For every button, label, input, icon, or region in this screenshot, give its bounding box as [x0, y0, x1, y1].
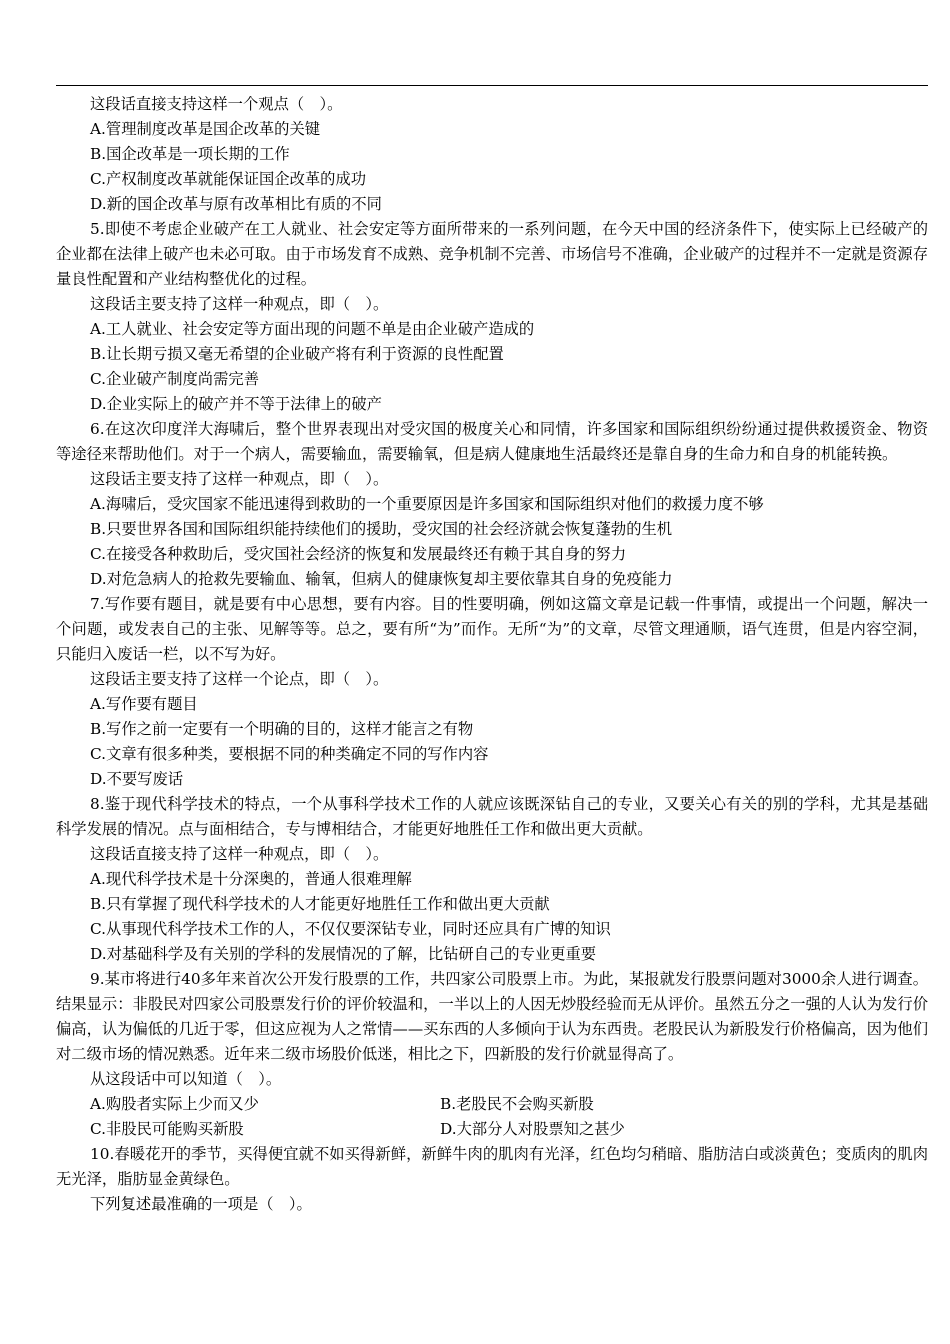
- q7-passage: 7.写作要有题目，就是要有中心思想，要有内容。目的性要明确，例如这篇文章是记载一件事情，或提出一个问题，解决一个问题，或发表自己的主张、见解等等。总之，要有所“为”而作。无所“为”的文章，尽管文理通顺，语气连贯，但是内容空洞，只能归入废话一栏，以不写为好。: [56, 595, 928, 663]
- q8-stem: 这段话直接支持了这样一种观点，即（ ）。: [90, 845, 389, 863]
- q9-option-c: C.非股民可能购买新股: [90, 1120, 244, 1138]
- q4-option-b: B.国企改革是一项长期的工作: [90, 145, 290, 163]
- q6-option-c: C.在接受各种救助后，受灾国社会经济的恢复和发展最终还有赖于其自身的努力: [90, 545, 627, 563]
- q7-option-d: D.不要写废话: [90, 770, 184, 788]
- q9-option-a: A.购股者实际上少而又少: [90, 1095, 259, 1113]
- q7-option-b: B.写作之前一定要有一个明确的目的，这样才能言之有物: [90, 720, 474, 738]
- q4-stem: 这段话直接支持这样一个观点（ ）。: [90, 95, 343, 113]
- q6-option-a: A.海啸后，受灾国家不能迅速得到救助的一个重要原因是许多国家和国际组织对他们的救援力度不够: [90, 495, 764, 513]
- q7-option-a: A.写作要有题目: [90, 695, 198, 713]
- q4-option-d: D.新的国企改革与原有改革相比有质的不同: [90, 195, 382, 213]
- q8-option-d: D.对基础科学及有关别的学科的发展情况的了解，比钻研自己的专业更重要: [90, 945, 597, 963]
- q5-option-d: D.企业实际上的破产并不等于法律上的破产: [90, 395, 382, 413]
- q5-option-a: A.工人就业、社会安定等方面出现的问题不单是由企业破产造成的: [90, 320, 535, 338]
- q8-option-b: B.只有掌握了现代科学技术的人才能更好地胜任工作和做出更大贡献: [90, 895, 550, 913]
- q9-option-d: D.大部分人对股票知之甚少: [440, 1120, 625, 1138]
- q4-option-a: A.管理制度改革是国企改革的关键: [90, 120, 321, 138]
- q5-option-b: B.让长期亏损又毫无希望的企业破产将有利于资源的良性配置: [90, 345, 504, 363]
- q8-option-a: A.现代科学技术是十分深奥的，普通人很难理解: [90, 870, 412, 888]
- question-list: [56, 92, 928, 1217]
- q10-stem: 下列复述最准确的一项是（ ）。: [90, 1195, 312, 1213]
- q10-passage: 10.春暖花开的季节，买得便宜就不如买得新鲜，新鲜牛肉的肌肉有光泽，红色均匀稍暗、脂肪洁白或淡黄色；变质肉的肌肉无光泽，脂肪显金黄绿色。: [56, 1145, 928, 1188]
- q5-stem: 这段话主要支持了这样一种观点，即（ ）。: [90, 295, 389, 313]
- q6-passage: 6.在这次印度洋大海啸后，整个世界表现出对受灾国的极度关心和同情，许多国家和国际组织纷纷通过提供救援资金、物资等途径来帮助他们。对于一个病人，需要输血，需要输氧，但是病人健康地生活最终还是靠自身的生命力和自身的机能转换。: [56, 420, 928, 463]
- q5-passage: 5.即使不考虑企业破产在工人就业、社会安定等方面所带来的一系列问题，在今天中国的经济条件下，使实际上已经破产的企业都在法律上破产也未必可取。由于市场发育不成熟、竞争机制不完善、市场信号不准确，企业破产的过程并不一定就是资源存量良性配置和产业结构整优化的过程。: [56, 220, 928, 288]
- q7-stem: 这段话主要支持了这样一个论点，即（ ）。: [90, 670, 389, 688]
- q6-stem: 这段话主要支持了这样一种观点，即（ ）。: [90, 470, 389, 488]
- q4-option-c: C.产权制度改革就能保证国企改革的成功: [90, 170, 367, 188]
- q6-option-b: B.只要世界各国和国际组织能持续他们的援助，受灾国的社会经济就会恢复蓬勃的生机: [90, 520, 673, 538]
- q9-stem: 从这段话中可以知道（ ）。: [90, 1070, 282, 1088]
- q9-passage: 9.某市将进行40多年来首次公开发行股票的工作，共四家公司股票上市。为此，某报就发行股票问题对3000余人进行调查。结果显示：非股民对四家公司股票发行价的评价较温和，一半以上的人因无炒股经验而无从评价。虽然五分之一强的人认为发行价偏高，认为偏低的几近于零，但这应视为人之常情——买东西的人多倾向于认为东西贵。老股民认为新股发行价格偏高，因为他们对二级市场的情况熟悉。近年来二级市场股价低迷，相比之下，四新股的发行价就显得高了。: [56, 970, 928, 1063]
- q6-option-d: D.对危急病人的抢救先要输血、输氧，但病人的健康恢复却主要依靠其自身的免疫能力: [90, 570, 673, 588]
- q8-passage: 8.鉴于现代科学技术的特点，一个从事科学技术工作的人就应该既深钻自己的专业，又要关心有关的别的学科，尤其是基础科学发展的情况。点与面相结合，专与博相结合，才能更好地胜任工作和做出更大贡献。: [56, 795, 928, 838]
- q8-option-c: C.从事现代科学技术工作的人，不仅仅要深钻专业，同时还应具有广博的知识: [90, 920, 611, 938]
- q9-options-row-2: [56, 1117, 928, 1142]
- q9-option-b: B.老股民不会购买新股: [440, 1095, 594, 1113]
- q9-options-row-1: [56, 1092, 928, 1117]
- q5-option-c: C.企业破产制度尚需完善: [90, 370, 259, 388]
- q7-option-c: C.文章有很多种类，要根据不同的种类确定不同的写作内容: [90, 745, 489, 763]
- header-rule: [56, 85, 928, 86]
